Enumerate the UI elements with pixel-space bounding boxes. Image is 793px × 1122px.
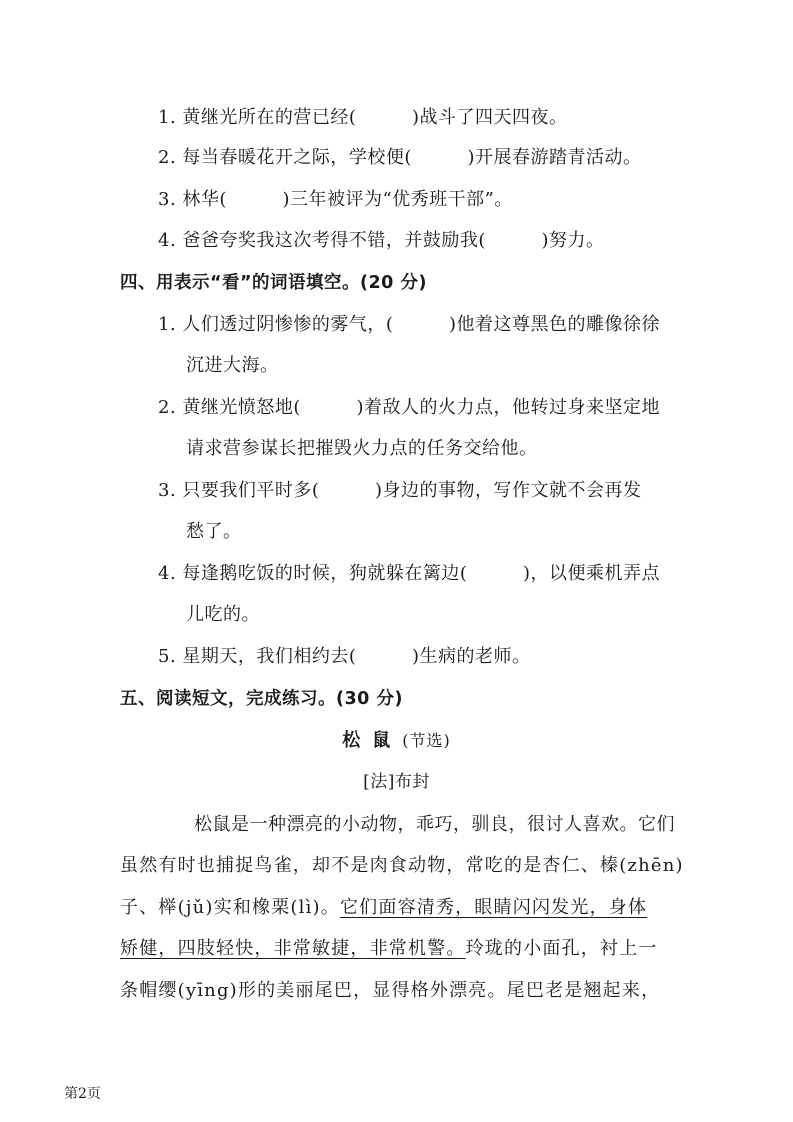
- passage-line-3: [120, 896, 647, 920]
- passage-segment: 玲珑的小面孔，衬上一: [465, 938, 658, 959]
- part4-item-4-continued: 儿吃的。: [186, 604, 260, 625]
- part4-item-3: [158, 479, 641, 503]
- item-text: 每当春暖花开之际，学校便( )开展春游踏青活动。: [182, 147, 642, 168]
- item-text: 人们透过阴惨惨的雾气，( )他着这尊黑色的雕像徐徐: [182, 314, 660, 335]
- part3-item-2: [158, 146, 641, 170]
- passage-line-1: 松鼠是一种漂亮的小动物，乖巧，驯良，很讨人喜欢。它们: [194, 814, 675, 835]
- item-number: 1.: [158, 314, 177, 335]
- underlined-sentence-continued: 矫健，四肢轻快，非常敏捷，非常机警。: [120, 938, 466, 959]
- item-number: 3.: [158, 480, 177, 501]
- part4-item-2: [158, 396, 660, 420]
- part3-item-1: [158, 106, 567, 130]
- item-text: 星期天，我们相约去( )生病的老师。: [182, 646, 531, 667]
- part4-item-3-continued: 愁了。: [186, 521, 242, 542]
- item-text: 每逢鹅吃饭的时候，狗就躲在篱边( )，以便乘机弄点: [182, 563, 660, 584]
- part4-item-1: [158, 313, 660, 337]
- part4-item-5: [158, 645, 530, 669]
- part5-heading: 五、阅读短文，完成练习。(30 分): [120, 689, 403, 709]
- item-number: 4.: [158, 563, 177, 584]
- page-number: 第2页: [64, 1086, 101, 1102]
- item-number: 2.: [158, 147, 177, 168]
- part3-item-3: [158, 188, 513, 212]
- passage-line-5: 条帽缨(yīng)形的美丽尾巴，显得格外漂亮。尾巴老是翘起来，: [120, 980, 661, 1001]
- passage-title: [0, 729, 793, 753]
- passage-line-4: [120, 937, 658, 961]
- item-number: 2.: [158, 397, 177, 418]
- underlined-sentence: 它们面容清秀，眼睛闪闪发光，身体: [339, 897, 648, 918]
- item-number: 3.: [158, 189, 177, 210]
- item-number: 1.: [158, 107, 177, 128]
- part4-item-2-continued: 请求营参谋长把摧毁火力点的任务交给他。: [186, 438, 538, 459]
- item-text: 林华( )三年被评为“优秀班干部”。: [182, 189, 513, 210]
- part4-item-1-continued: 沉进大海。: [186, 355, 279, 376]
- passage-title-main: 松鼠: [342, 730, 403, 751]
- item-text: 黄继光所在的营已经( )战斗了四天四夜。: [182, 107, 568, 128]
- passage-author: [法]布封: [363, 772, 430, 792]
- passage-title-note: (节选): [402, 731, 451, 750]
- passage-segment: 子、榉(jǔ)实和橡栗(lì)。: [120, 897, 340, 918]
- item-number: 4.: [158, 230, 177, 251]
- part4-item-4: [158, 562, 660, 586]
- part4-heading: 四、用表示“看”的词语填空。(20 分): [120, 273, 427, 293]
- item-text: 只要我们平时多( )身边的事物，写作文就不会再发: [182, 480, 642, 501]
- passage-line-2: 虽然有时也捕捉鸟雀，却不是肉食动物，常吃的是杏仁、榛(zhēn): [120, 855, 684, 876]
- item-number: 5.: [158, 646, 177, 667]
- item-text: 黄继光愤怒地( )着敌人的火力点，他转过身来坚定地: [182, 397, 660, 418]
- part3-item-4: [158, 229, 604, 253]
- item-text: 爸爸夸奖我这次考得不错，并鼓励我( )努力。: [182, 230, 605, 251]
